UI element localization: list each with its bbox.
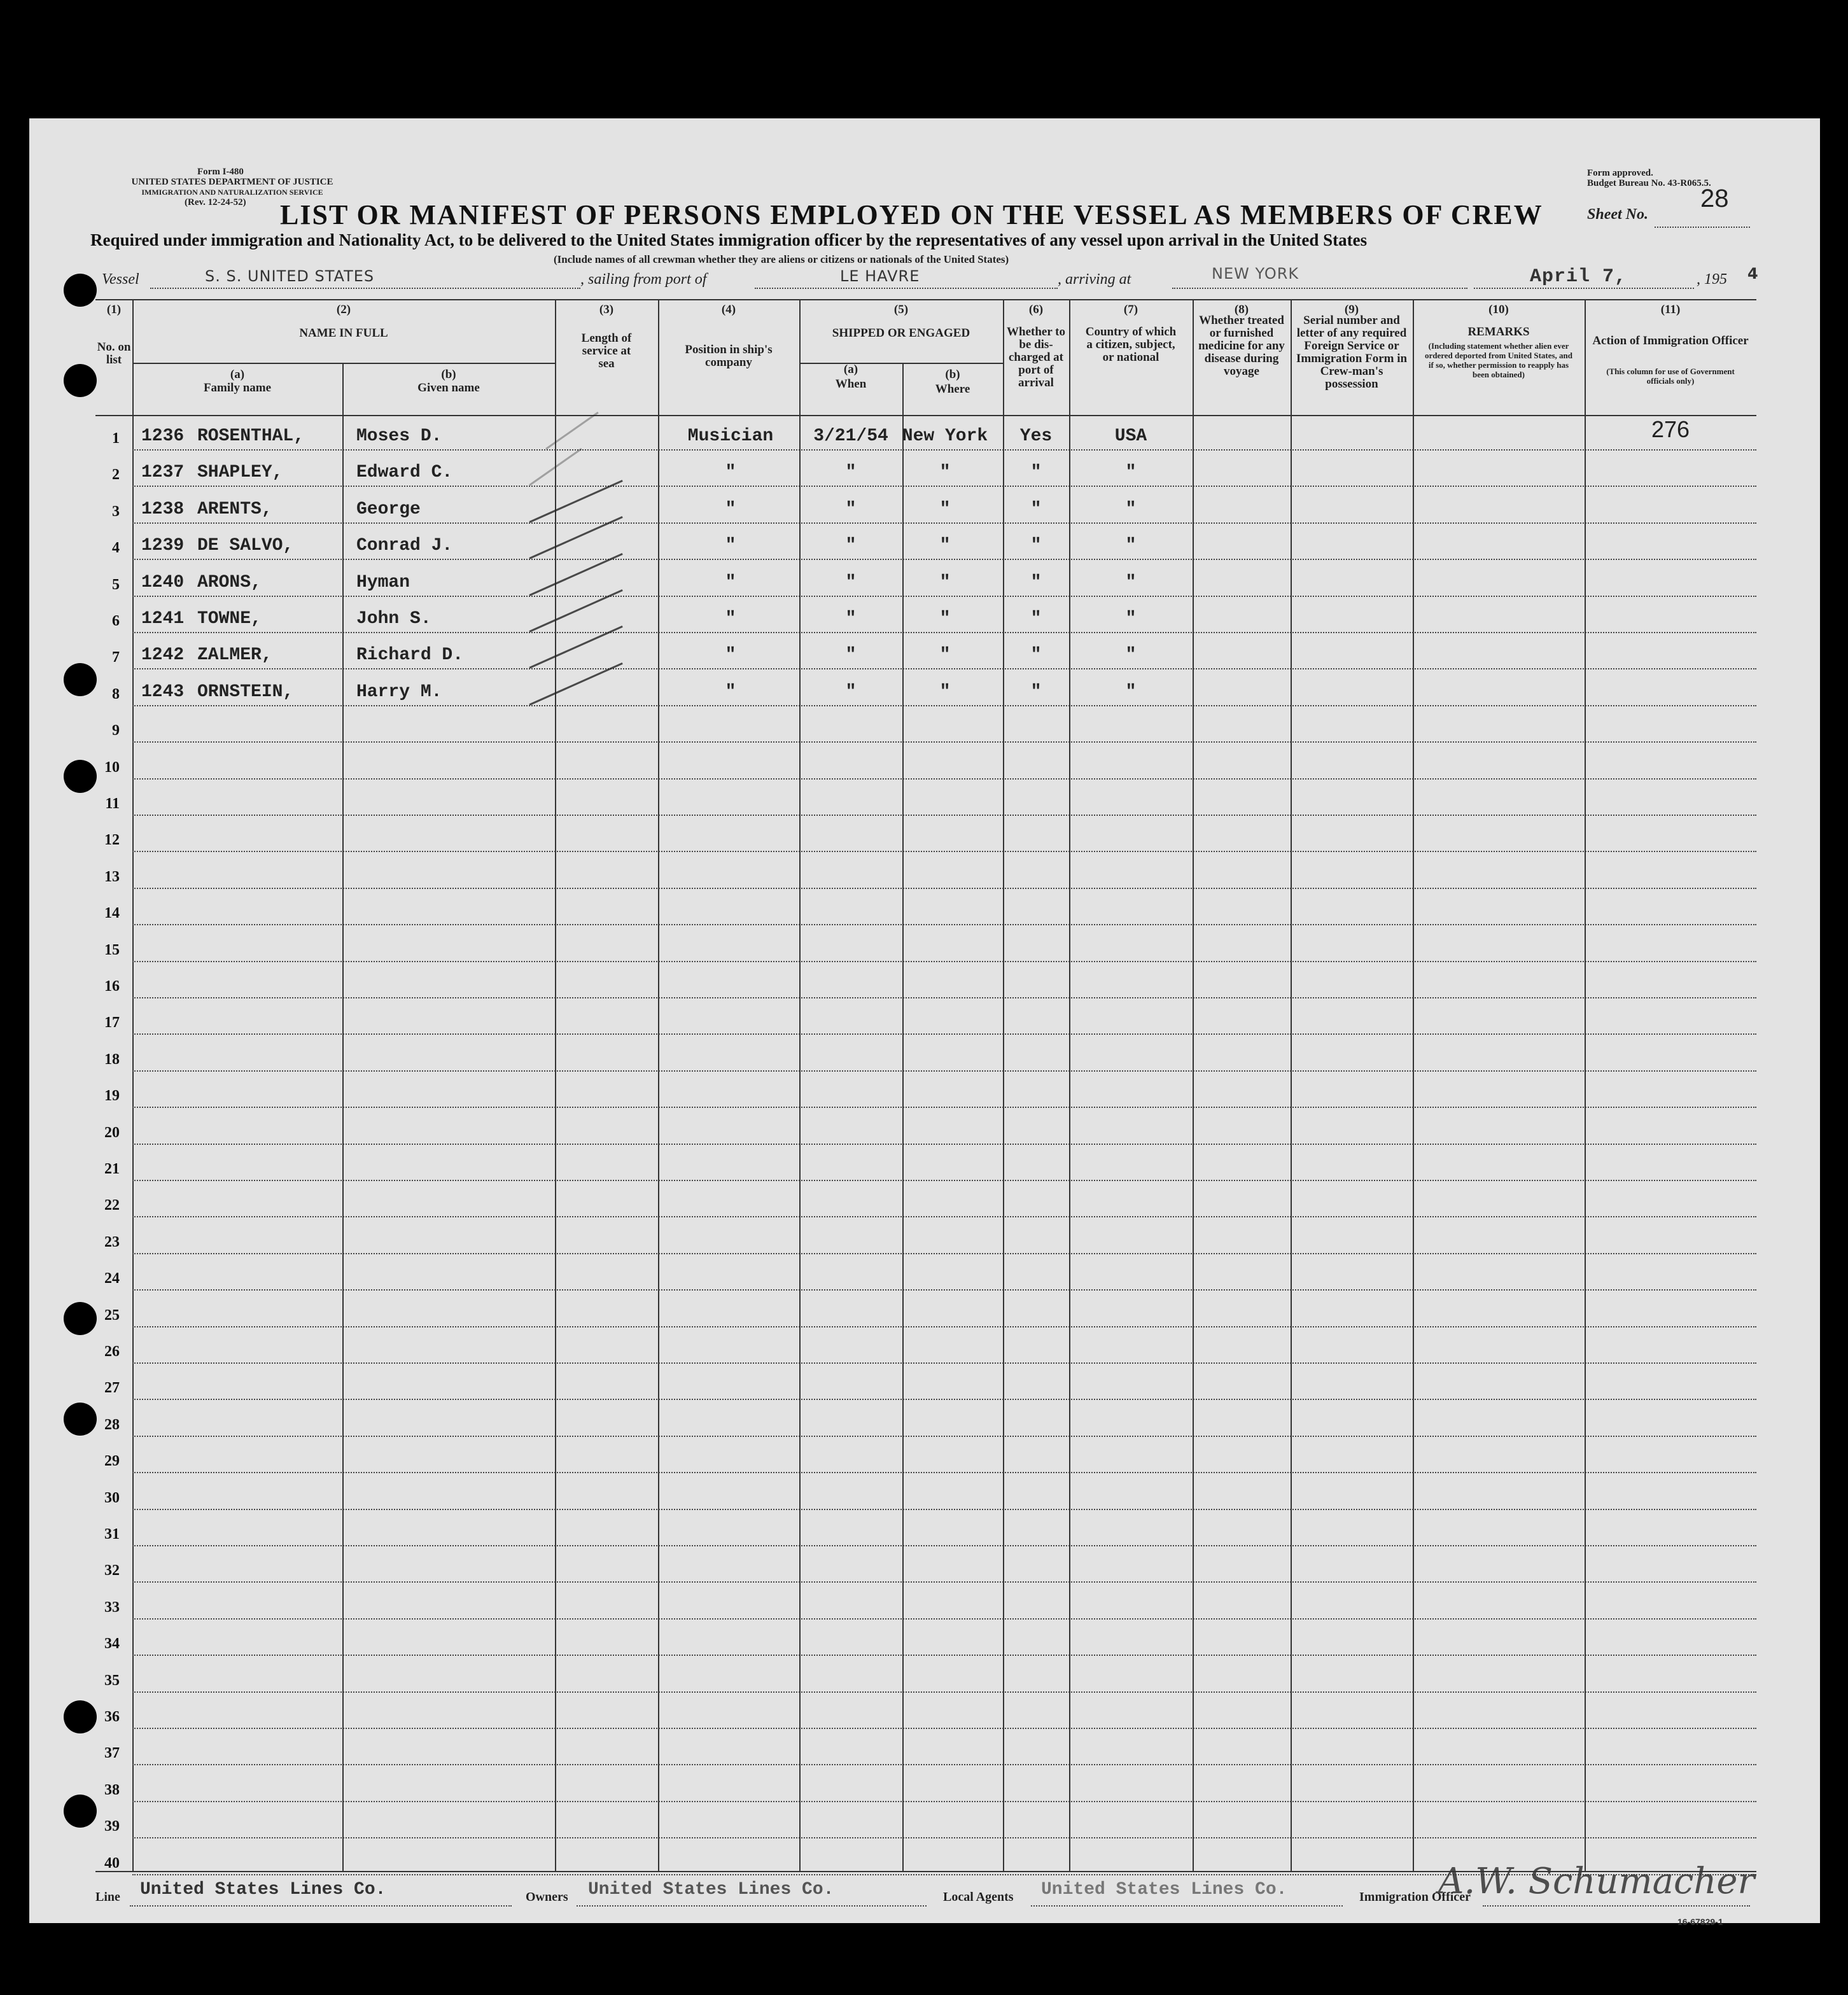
- crew-country: USA: [1114, 426, 1147, 446]
- row-rule: [132, 449, 1756, 451]
- crew-list-number: 1241: [141, 609, 185, 629]
- crew-shipped-where: ": [939, 682, 951, 702]
- form-approved: Form approved.: [1587, 168, 1653, 178]
- row-rule: [132, 778, 1756, 780]
- row-number: 16: [104, 978, 120, 995]
- crew-family-name: SHAPLEY,: [197, 463, 283, 482]
- row-number: 28: [104, 1417, 120, 1433]
- approval-block: [1587, 168, 1711, 188]
- crew-list-number: 1237: [141, 463, 185, 482]
- owners-company: United States Lines Co.: [588, 1880, 834, 1900]
- row-number: 39: [104, 1818, 120, 1835]
- row-rule: [132, 997, 1756, 998]
- page-title: LIST OR MANIFEST OF PERSONS EMPLOYED ON THE VESSEL AS MEMBERS OF CREW: [280, 199, 1543, 230]
- col6-number: (6): [1028, 303, 1044, 316]
- form-number: Form I-480: [197, 167, 244, 177]
- row-number: 38: [104, 1782, 120, 1798]
- row-rule: [132, 924, 1756, 925]
- row-number: 26: [104, 1343, 120, 1360]
- row-number: 1: [112, 430, 120, 447]
- row-number: 6: [112, 613, 120, 629]
- crew-position: ": [725, 500, 736, 519]
- crew-discharged: ": [1030, 573, 1042, 592]
- vessel-label: Vessel: [102, 271, 139, 288]
- punch-hole: [64, 364, 97, 397]
- row-rule: [132, 1801, 1756, 1802]
- col-shipped-engaged-header: SHIPPED OR ENGAGED: [832, 326, 970, 340]
- crew-shipped-when: ": [845, 645, 857, 665]
- row-number: 21: [104, 1161, 120, 1177]
- crew-country: ": [1125, 500, 1137, 519]
- row-number: 30: [104, 1490, 120, 1506]
- row-rule: [132, 1289, 1756, 1291]
- row-number: 22: [104, 1197, 120, 1214]
- immigration-officer-label: Immigration Officer: [1359, 1890, 1471, 1904]
- form-note: (Include names of all crewman whether they are aliens or citizens or nationals of the United States): [554, 253, 1009, 265]
- crew-given-name: Moses D.: [356, 426, 442, 446]
- col8-number: (8): [1234, 303, 1249, 316]
- row-number: 24: [104, 1270, 120, 1287]
- crew-country: ": [1125, 645, 1137, 665]
- col5a-number: (a): [843, 363, 858, 376]
- crew-shipped-when: ": [845, 500, 857, 519]
- row-rule: [132, 888, 1756, 889]
- row-rule: [132, 522, 1756, 524]
- row-rule: [132, 705, 1756, 706]
- row-number: 7: [112, 649, 120, 666]
- crew-given-name: Edward C.: [356, 463, 453, 482]
- crew-list-number: 1236: [141, 426, 185, 446]
- row-number: 23: [104, 1234, 120, 1250]
- crew-given-name: Conrad J.: [356, 536, 453, 556]
- row-number: 3: [112, 503, 120, 520]
- row-rule: [132, 1509, 1756, 1510]
- crew-discharged: ": [1030, 536, 1042, 556]
- crew-family-name: ARENTS,: [197, 500, 272, 519]
- col-list-number-header: No. on list: [97, 340, 131, 367]
- row-rule: [132, 1033, 1756, 1035]
- form-subtitle: Required under immigration and Nationality Act, to be delivered to the United States immigration officer by the representatives of any vessel upon arrival in the United States: [90, 230, 1368, 249]
- col-remarks-note: (Including statement whether alien ever ordered deported from United States, and if so, whether permission to reapply has been obtained): [1424, 341, 1573, 379]
- col-position-header: Position in ship's company: [685, 343, 773, 369]
- col-family-name-header: Family name: [203, 381, 272, 395]
- crew-family-name: ORNSTEIN,: [197, 682, 294, 702]
- local-agents-label: Local Agents: [943, 1890, 1014, 1904]
- crew-position: ": [725, 463, 736, 482]
- crew-discharged: ": [1030, 463, 1042, 482]
- row-number: 19: [104, 1088, 120, 1104]
- punch-hole: [64, 274, 97, 307]
- officer-signature: A.W. Schumacher: [1438, 1861, 1755, 1902]
- sailing-label: , sailing from port of: [580, 271, 707, 288]
- col11-number: (11): [1660, 303, 1681, 316]
- row-number: 18: [104, 1051, 120, 1068]
- row-rule: [132, 1655, 1756, 1656]
- row-rule: [132, 559, 1756, 560]
- row-number: 31: [104, 1526, 120, 1543]
- crew-shipped-where: ": [939, 463, 951, 482]
- crew-country: ": [1125, 573, 1137, 592]
- row-number: 29: [104, 1453, 120, 1469]
- col-when-header: When: [835, 377, 867, 391]
- row-rule: [132, 668, 1756, 669]
- col-length-of-service-header: Length of service at sea: [581, 332, 632, 370]
- row-number: 27: [104, 1380, 120, 1396]
- col2-number: (2): [336, 303, 351, 316]
- crew-position: ": [725, 609, 736, 629]
- crew-family-name: TOWNE,: [197, 609, 262, 629]
- row-number: 34: [104, 1635, 120, 1652]
- col1-number: (1): [106, 303, 122, 316]
- crew-shipped-where: ": [939, 573, 951, 592]
- row-rule: [132, 1728, 1756, 1729]
- crew-given-name: John S.: [356, 609, 431, 629]
- crew-discharged: ": [1030, 682, 1042, 702]
- row-rule: [132, 1216, 1756, 1217]
- row-rule: [132, 1070, 1756, 1072]
- crew-shipped-when: 3/21/54: [813, 426, 888, 446]
- col5b-number: (b): [945, 368, 960, 381]
- crew-shipped-when: ": [845, 609, 857, 629]
- budget-bureau-number: Budget Bureau No. 43-R065.5.: [1587, 178, 1711, 188]
- row-number: 2: [112, 466, 120, 483]
- row-rule: [132, 1837, 1756, 1838]
- row-rule: [132, 486, 1756, 487]
- crew-family-name: ROSENTHAL,: [197, 426, 305, 446]
- crew-shipped-where: ": [939, 609, 951, 629]
- row-number: 20: [104, 1124, 120, 1141]
- col-discharged-header: Whether to be dis-charged at port of arrival: [1007, 325, 1065, 389]
- row-rule: [132, 1180, 1756, 1181]
- col-immigration-action-note: (This column for use of Government officials only): [1606, 367, 1735, 386]
- crew-shipped-when: ": [845, 463, 857, 482]
- row-rule: [132, 1472, 1756, 1473]
- col-country-header: Country of which a citizen, subject, or national: [1085, 325, 1177, 364]
- row-rule: [132, 1144, 1756, 1145]
- crew-family-name: ARONS,: [197, 573, 262, 592]
- crew-shipped-when: ": [845, 536, 857, 556]
- row-number: 13: [104, 869, 120, 885]
- col9-number: (9): [1344, 303, 1359, 316]
- row-number: 40: [104, 1855, 120, 1872]
- row-number: 12: [104, 832, 120, 848]
- crew-shipped-when: ": [845, 682, 857, 702]
- col-serial-number-header: Serial number and letter of any required Foreign Service or Immigration Form in Crew-man's possession: [1296, 314, 1408, 391]
- crew-given-name: Hyman: [356, 573, 410, 592]
- col5-number: (5): [893, 303, 909, 316]
- crew-discharged: ": [1030, 500, 1042, 519]
- crew-shipped-when: ": [845, 573, 857, 592]
- crew-immigration-action: 276: [1651, 416, 1690, 442]
- sheet-label: Sheet No.: [1587, 206, 1648, 223]
- row-rule: [132, 1326, 1756, 1327]
- row-number: 36: [104, 1709, 120, 1725]
- year-label: , 195: [1697, 271, 1727, 288]
- form-revision: (Rev. 12-24-52): [185, 197, 246, 207]
- local-agents-company: United States Lines Co.: [1041, 1880, 1287, 1900]
- row-rule: [132, 1362, 1756, 1364]
- row-rule: [132, 1253, 1756, 1254]
- arrival-date: April 7,: [1530, 266, 1627, 288]
- crew-list-number: 1239: [141, 536, 185, 556]
- crew-given-name: George: [356, 500, 421, 519]
- row-rule: [132, 1618, 1756, 1620]
- row-rule: [132, 1581, 1756, 1583]
- year-digit: 4: [1747, 265, 1759, 283]
- crew-discharged: ": [1030, 645, 1042, 665]
- line-company: United States Lines Co.: [140, 1880, 386, 1900]
- col-medicine-header: Whether treated or furnished medicine for any disease during voyage: [1198, 314, 1285, 378]
- sheet-number: 28: [1700, 185, 1729, 213]
- row-rule: [132, 741, 1756, 743]
- row-rule: [132, 1764, 1756, 1765]
- crew-family-name: ZALMER,: [197, 645, 272, 665]
- crew-given-name: Richard D.: [356, 645, 464, 665]
- row-rule: [132, 596, 1756, 597]
- row-rule: [132, 1399, 1756, 1400]
- crew-list-number: 1238: [141, 500, 185, 519]
- crew-given-name: Harry M.: [356, 682, 442, 702]
- crew-shipped-where: ": [939, 500, 951, 519]
- arriving-label: , arriving at: [1058, 271, 1131, 288]
- col7-number: (7): [1123, 303, 1138, 316]
- col3-number: (3): [599, 303, 614, 316]
- arrival-port: NEW YORK: [1212, 265, 1299, 283]
- service-name: IMMIGRATION AND NATURALIZATION SERVICE: [141, 188, 323, 197]
- col4-number: (4): [721, 303, 736, 316]
- crew-family-name: DE SALVO,: [197, 536, 294, 556]
- row-number: 17: [104, 1014, 120, 1031]
- row-number: 35: [104, 1672, 120, 1689]
- row-number: 10: [104, 759, 120, 776]
- vessel-name: S. S. UNITED STATES: [205, 267, 375, 285]
- crew-list-number: 1242: [141, 645, 185, 665]
- department-name: UNITED STATES DEPARTMENT OF JUSTICE: [131, 177, 333, 187]
- crew-country: ": [1125, 463, 1137, 482]
- row-rule: [132, 1436, 1756, 1437]
- row-number: 8: [112, 686, 120, 703]
- crew-discharged: Yes: [1019, 426, 1053, 446]
- crew-position: Musician: [687, 426, 774, 446]
- row-number: 4: [112, 540, 120, 556]
- crew-country: ": [1125, 536, 1137, 556]
- row-rule: [132, 815, 1756, 816]
- row-number: 37: [104, 1745, 120, 1761]
- row-rule: [132, 961, 1756, 962]
- row-rule: [132, 851, 1756, 852]
- crew-shipped-where: ": [939, 645, 951, 665]
- crew-position: ": [725, 536, 736, 556]
- row-number: 14: [104, 905, 120, 921]
- col-name-header: NAME IN FULL: [299, 326, 388, 340]
- departure-port: LE HAVRE: [840, 267, 920, 285]
- crew-shipped-where: New York: [902, 426, 988, 446]
- row-number: 5: [112, 577, 120, 593]
- crew-discharged: ": [1030, 609, 1042, 629]
- crew-list-number: 1240: [141, 573, 185, 592]
- crew-country: ": [1125, 682, 1137, 702]
- row-number: 25: [104, 1307, 120, 1324]
- crew-shipped-where: ": [939, 536, 951, 556]
- row-number: 15: [104, 942, 120, 958]
- crew-position: ": [725, 573, 736, 592]
- row-rule: [132, 1691, 1756, 1693]
- crew-country: ": [1125, 609, 1137, 629]
- row-number: 9: [112, 722, 120, 739]
- col-where-header: Where: [935, 382, 970, 396]
- row-rule: [132, 632, 1756, 633]
- crew-position: ": [725, 682, 736, 702]
- line-label: Line: [95, 1890, 120, 1904]
- col10-number: (10): [1488, 303, 1509, 316]
- row-number: 33: [104, 1599, 120, 1616]
- col-given-name-header: Given name: [417, 381, 480, 395]
- row-rule: [132, 1107, 1756, 1108]
- owners-label: Owners: [526, 1890, 568, 1904]
- col2b-number: (b): [441, 368, 456, 381]
- print-code: 16-67829-1: [1677, 1917, 1723, 1927]
- crew-list-number: 1243: [141, 682, 185, 702]
- row-rule: [132, 1545, 1756, 1546]
- row-number: 32: [104, 1562, 120, 1579]
- col2a-number: (a): [230, 368, 245, 381]
- col-immigration-action-header: Action of Immigration Officer: [1592, 334, 1749, 347]
- row-number: 11: [105, 795, 120, 812]
- crew-position: ": [725, 645, 736, 665]
- col-remarks-header: REMARKS: [1467, 325, 1530, 339]
